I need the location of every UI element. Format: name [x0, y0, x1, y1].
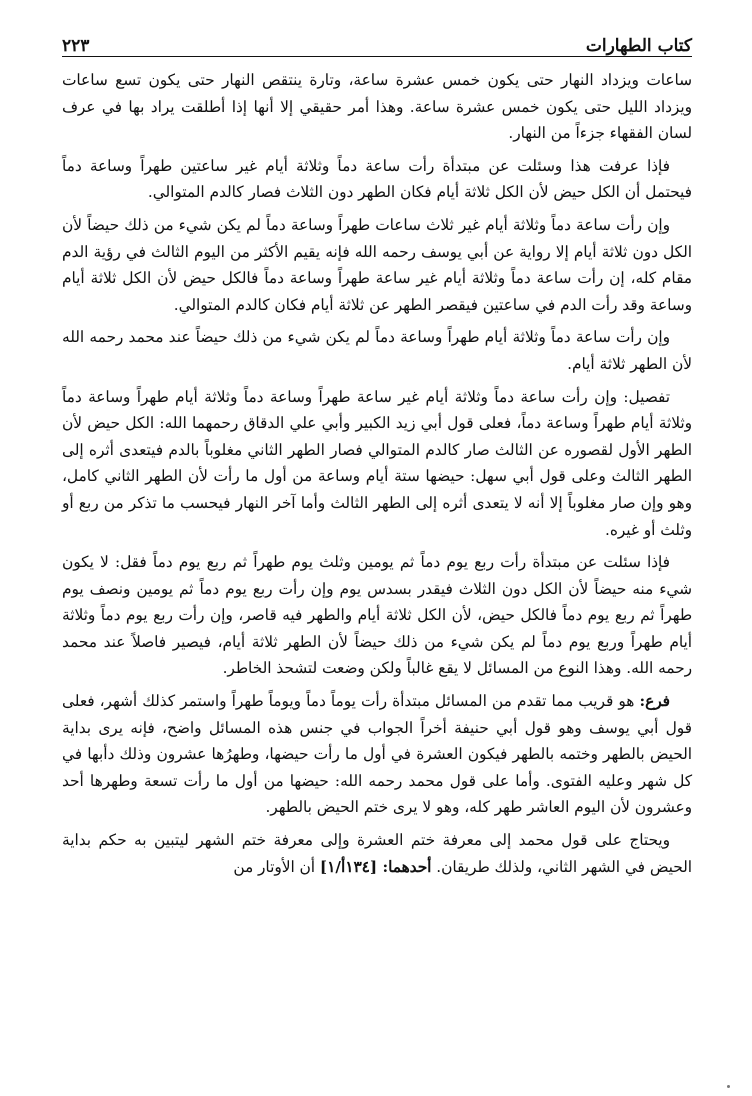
paragraph-8-tail: أن الأوتار من	[233, 857, 316, 876]
paragraph-7	[62, 688, 692, 821]
paragraph-3: وإن رأت ساعة دماً وثلاثة أيام غير ثلاث ساعات طهراً وساعة دماً لم يكن شيء من ذلك حيضاً لأن الكل دون ثلاثة أيام إلا رواية عن أبي يوسف رحمه الله فإنه يقيم الأكثر من اليوم الثالث في رؤية الدم مقام كله، إن رأت ساعة دماً وثلاثة أيام غير ساعة طهراً وساعة دماً فالكل حيض لأن الكل ثلاثة أيام وساعة وقد رأت الدم في ساعتين فيقصر الطهر عن ثلاثة أيام فكان كالدم المتوالي.	[62, 215, 692, 314]
paragraph-1: ساعات ويزداد النهار حتى يكون خمس عشرة ساعة، وتارة ينتقص النهار حتى يكون تسع ساعات ويزداد الليل حتى يكون خمس عشرة ساعة. وهذا أمر حقيقي إلا أنها إذا أطلقت يراد بها في عرف لسان الفقهاء جزءاً من النهار.	[62, 71, 692, 143]
far-label: فرع:	[639, 692, 670, 711]
page-body	[62, 67, 692, 880]
page-header	[62, 28, 692, 57]
book-page	[62, 28, 692, 1088]
scan-speck	[727, 1085, 730, 1088]
paragraph-2: فإذا عرفت هذا وسئلت عن مبتدأة رأت ساعة دماً وثلاثة أيام غير ساعتين طهراً وساعة دماً فيحتمل أن الكل حيض لأن الكل ثلاثة أيام فكان الطهر دون الثلاث فصار كالدم المتوالي.	[62, 156, 692, 202]
paragraph-8	[62, 827, 692, 880]
paragraph-4: وإن رأت ساعة دماً وثلاثة أيام طهراً وساعة دماً لم يكن شيء من ذلك حيضاً عند محمد رحمه الله لأن الطهر ثلاثة أيام.	[62, 328, 692, 373]
paragraph-6: فإذا سئلت عن مبتدأة رأت ربع يوم دماً ثم يومين وثلث يوم طهراً ثم ربع يوم دماً فقل: لا يكون شيء منه حيضاً لأن الكل دون الثلاث فيقدر بسدس يوم وإن رأت ربع يوم دماً ثم يومين ونصف يوم طهراً ثم ربع يوم دماً فالكل حيض، لأن الكل ثلاثة أيام والطهر فيه قاصر، وإن رأت ربع يوم دماً وثلاثة أيام طهراً وربع يوم دماً لم يكن شيء من ذلك حيضاً لأن الطهر ثلاثة أيام، فيصير فاصلاً عند محمد رحمه الله. وهذا النوع من المسائل لا يقع غالباً ولكن وضعت لتشحذ الخاطر.	[62, 553, 692, 678]
paragraph-8-text: ويحتاج على قول محمد إلى معرفة ختم العشرة وإلى معرفة ختم الشهر ليتبين به حكم بداية الحيض في الشهر الثاني، ولذلك طريقان.	[62, 831, 692, 876]
first-method-label: أحدهما: [١٣٤أ/١]	[319, 857, 432, 876]
paragraph-5: تفصيل: وإن رأت ساعة دماً وثلاثة أيام غير ساعة طهراً وساعة دماً وثلاثة أيام طهراً وساعة دماً وثلاثة أيام طهراً وساعة دماً، فعلى قول أبي زيد الكبير وأبي علي الدقاق رحمهما الله: الكل حيض لأن الطهر الأول لقصوره عن الثالث صار كالدم المتوالي فصار الطهر الثاني مغلوباً بالدم فيتعدى أثره إلى الطهر الثالث وعلى قول أبي سهل: حيضها ستة أيام وساعة من أول ما رأت لأن الطهر الثاني كامل، وهو وإن صار مغلوباً إلا أنه لا يتعدى أثره إلى الطهر الثالث وأما آخر النهار فيحسب ما تذكر من ربع أو وثلث أو غيره.	[62, 387, 692, 539]
page-number: ٢٢٣	[62, 36, 90, 56]
chapter-title: كتاب الطهارات	[585, 36, 692, 56]
paragraph-7-text: هو قريب مما تقدم من المسائل مبتدأة رأت يوماً دماً ويوماً طهراً واستمر كذلك أشهر، فعلى قول أبي يوسف وهو قول أبي حنيفة أخراً الجواب في جنس هذه المسائل واضح، فإنه يرى بداية الحيض بالطهر وختمه بالطهر فيكون العشرة في أول ما رأت حيضها، وطهرُها عشرون وذلك دأبها في كل شهر وعليه الفتوى. وأما على قول محمد رحمه الله: حيضها من أول ما رأت تسعة وطهرها أحد وعشرون لأن اليوم العاشر طهر كله، وهو لا يرى ختم الحيض بالطهر.	[62, 692, 692, 817]
